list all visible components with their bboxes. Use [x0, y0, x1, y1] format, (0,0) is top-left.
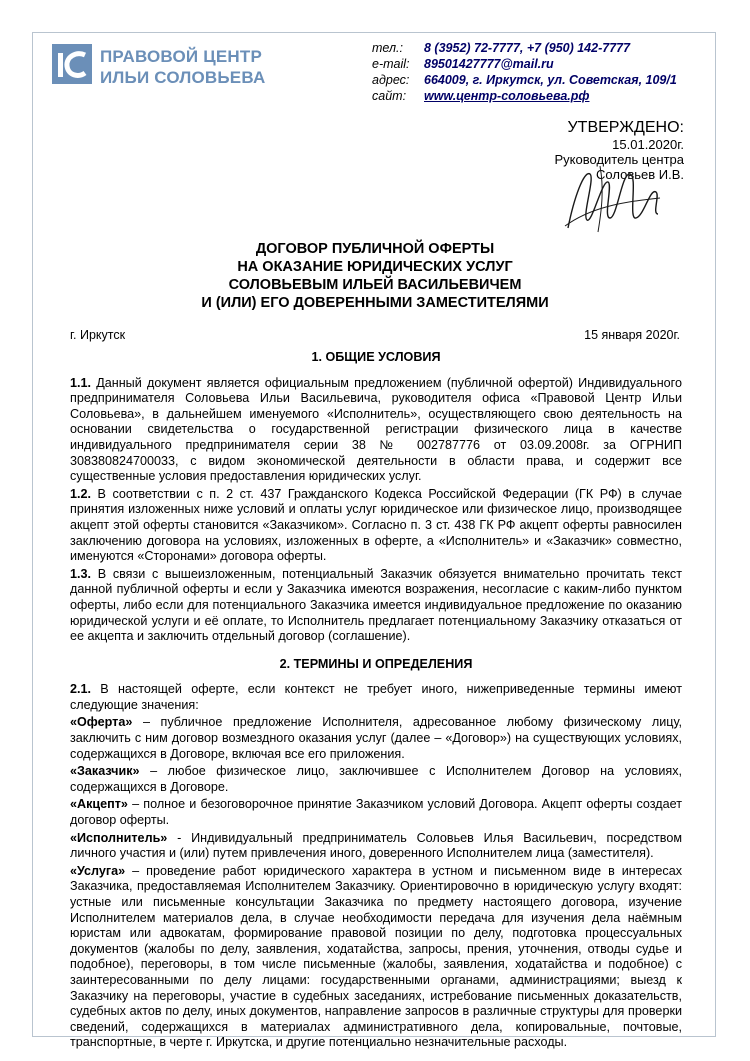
title-line: СОЛОВЬЕВЫМ ИЛЬЕЙ ВАСИЛЬЕВИЧЕМ	[228, 277, 522, 293]
paragraph-text: В соответствии с п. 2 ст. 437 Гражданского Кодекса Российской Федерации (ГК РФ) в случае принятия изложенных ниже условий и оплаты услуг юридическое или физическое лицо, производящее акцепт этой оферты становится «Заказчиком». Согласно п. 3 ст. 438 ГК РФ акцепт оферты равносилен заключению договора на условиях, изложенных в оферте, а «Исполнитель» и «Заказчик» совместно, именуются «Сторонами» договора оферты.	[70, 486, 682, 564]
paragraph-text: Данный документ является официальным предложением (публичной офертой) Индивидуального предпринимателя Соловьева Ильи Васильевича, руководителя офиса «Правовой Центр Ильи Соловьева», в дальнейшем именуемого «Исполнитель», осуществляющего свою деятельность на основании свидетельства о государственной регистрации физического лица в качестве индивидуального предпринимателя серии 38 № 002787776 от 03.09.2008г. за ОГРНИП 308380824700033, с видом экономической деятельности в области права, и содержит все существенные условия предоставления юридических услуг.	[70, 375, 682, 484]
document-title	[0, 240, 750, 312]
term-offer	[70, 715, 682, 762]
section-heading: 2. ТЕРМИНЫ И ОПРЕДЕЛЕНИЯ	[279, 656, 473, 671]
address-value: 664009, г. Иркутск, ул. Советская, 109/1	[424, 73, 677, 87]
logo-line-2: ИЛЬИ СОЛОВЬЕВА	[100, 68, 266, 87]
paragraph-text: В связи с вышеизложенным, потенциальный Заказчик обязуется внимательно прочитать текст данной публичной оферты и если у Заказчика имеются возражения, несогласие с каким-либо пунктом оферты, либо если для потенциального Заказчика имеется индивидуальное предложение по оказанию юридической услуги и её оплате, то Исполнитель предлагает потенциальному Заказчику отказаться от ее акцепта и заключить отдельный договор (соглашение).	[70, 566, 682, 644]
section-heading: 1. ОБЩИЕ УСЛОВИЯ	[311, 350, 441, 364]
document-date: 15 января 2020г.	[584, 328, 680, 342]
paragraph-1-2	[70, 487, 682, 565]
contact-label: e-mail:	[372, 57, 410, 71]
paragraph-number: 1.1.	[70, 375, 92, 390]
contact-site	[372, 88, 677, 104]
site-link[interactable]: www.центр-соловьева.рф	[424, 89, 590, 103]
term-definition: – проведение работ юридического характера в устном и письменном виде в интересах Заказчика, предоставляемая Исполнителем Заказчику. Ориентировочно в юридическую услугу входят: устные или письменные консультации Заказчика по предмету настоящего договора, изучение Исполнителем материалов дела, в случае необходимости передача для изучения дела наёмным юристам или адвокатам, формирование правовой позиции по делу, подготовка процессуальных документов (жалобы по делу, заявления, ходатайства, запросы, прения, уточнения, отводы судье и подобное), переговоры, в том числе письменные (жалобы, заявления, ходатайства и подобное) с заинтересованными по делу лицами: государственными органами, администрациями; выезд к Заказчику на переговоры, участие в судебных заседаниях, истребование письменных доказательств, судебных актов по делу, иных документов, направление запросов в различные структуры для проверки сведений, содержащихся в материалах административного дела, копировальные, почтовые, транспортные, в черте г. Иркутска, и другие потенциально незначительные расходы.	[70, 863, 682, 1050]
term-executor	[70, 831, 682, 862]
approval-date: 15.01.2020г.	[612, 137, 684, 152]
term-name: «Оферта»	[70, 715, 133, 730]
title-line: НА ОКАЗАНИЕ ЮРИДИЧЕСКИХ УСЛУГ	[237, 259, 513, 275]
letterhead	[52, 38, 692, 108]
term-name: «Акцепт»	[70, 797, 128, 812]
term-acceptance	[70, 797, 682, 828]
term-definition: – полное и безоговорочное принятие Заказчиком условий Договора. Акцепт оферты создает договор оферты.	[70, 797, 682, 828]
logo-icon	[52, 44, 92, 84]
approval-name: Соловьев И.В.	[596, 167, 684, 182]
term-definition: – публичное предложение Исполнителя, адресованное любому физическому лицу, заключить с ним договор возмездного оказания услуг (далее – «Договор») на существующих условиях, содержащихся в Договоре, включая все его приложения.	[70, 715, 682, 761]
title-line: ДОГОВОР ПУБЛИЧНОЙ ОФЕРТЫ	[255, 241, 495, 257]
logo-text	[100, 46, 265, 88]
place-date-line	[70, 328, 680, 342]
approval-position: Руководитель центра	[554, 152, 684, 167]
term-service	[70, 864, 682, 1051]
contact-email	[372, 56, 677, 72]
paragraph-1-3	[70, 567, 682, 645]
term-definition: – любое физическое лицо, заключившее с Исполнителем Договор на условиях, содержащихся в Договоре.	[70, 764, 682, 794]
contact-address	[372, 72, 677, 88]
logo-line-1: ПРАВОВОЙ ЦЕНТР	[100, 47, 262, 66]
phone-value: 8 (3952) 72-7777, +7 (950) 142-7777	[424, 41, 631, 55]
paragraph-number: 2.1.	[70, 682, 92, 697]
paragraph-number: 1.3.	[70, 566, 92, 581]
paragraph-text: В настоящей оферте, если контекст не требует иного, нижеприведенные термины имеют следующие значения:	[70, 682, 682, 712]
approval-title: УТВЕРЖДЕНО:	[567, 119, 684, 136]
term-name: «Заказчик»	[70, 764, 140, 779]
city: г. Иркутск	[70, 328, 126, 342]
term-name: «Исполнитель»	[70, 830, 168, 845]
contact-label: тел.:	[372, 41, 403, 55]
paragraph-1-1	[70, 376, 682, 485]
term-name: «Услуга»	[70, 863, 126, 878]
term-customer	[70, 764, 682, 795]
email-value[interactable]: 89501427777@mail.ru	[424, 57, 554, 71]
paragraph-number: 1.2.	[70, 486, 92, 501]
document-body	[70, 350, 682, 1053]
contact-label: адрес:	[372, 73, 410, 87]
contact-label: сайт:	[372, 89, 407, 103]
signature-icon	[560, 158, 665, 238]
contact-phone	[372, 40, 677, 56]
contact-block	[372, 40, 677, 104]
term-definition: - Индивидуальный предприниматель Соловьев Илья Васильевич, посредством личного участия и (или) путем привлечения иного, доверенного Исполнителем лица (заместителя).	[70, 830, 682, 861]
paragraph-2-1	[70, 682, 682, 713]
title-line: И (ИЛИ) ЕГО ДОВЕРЕННЫМИ ЗАМЕСТИТЕЛЯМИ	[201, 295, 549, 311]
